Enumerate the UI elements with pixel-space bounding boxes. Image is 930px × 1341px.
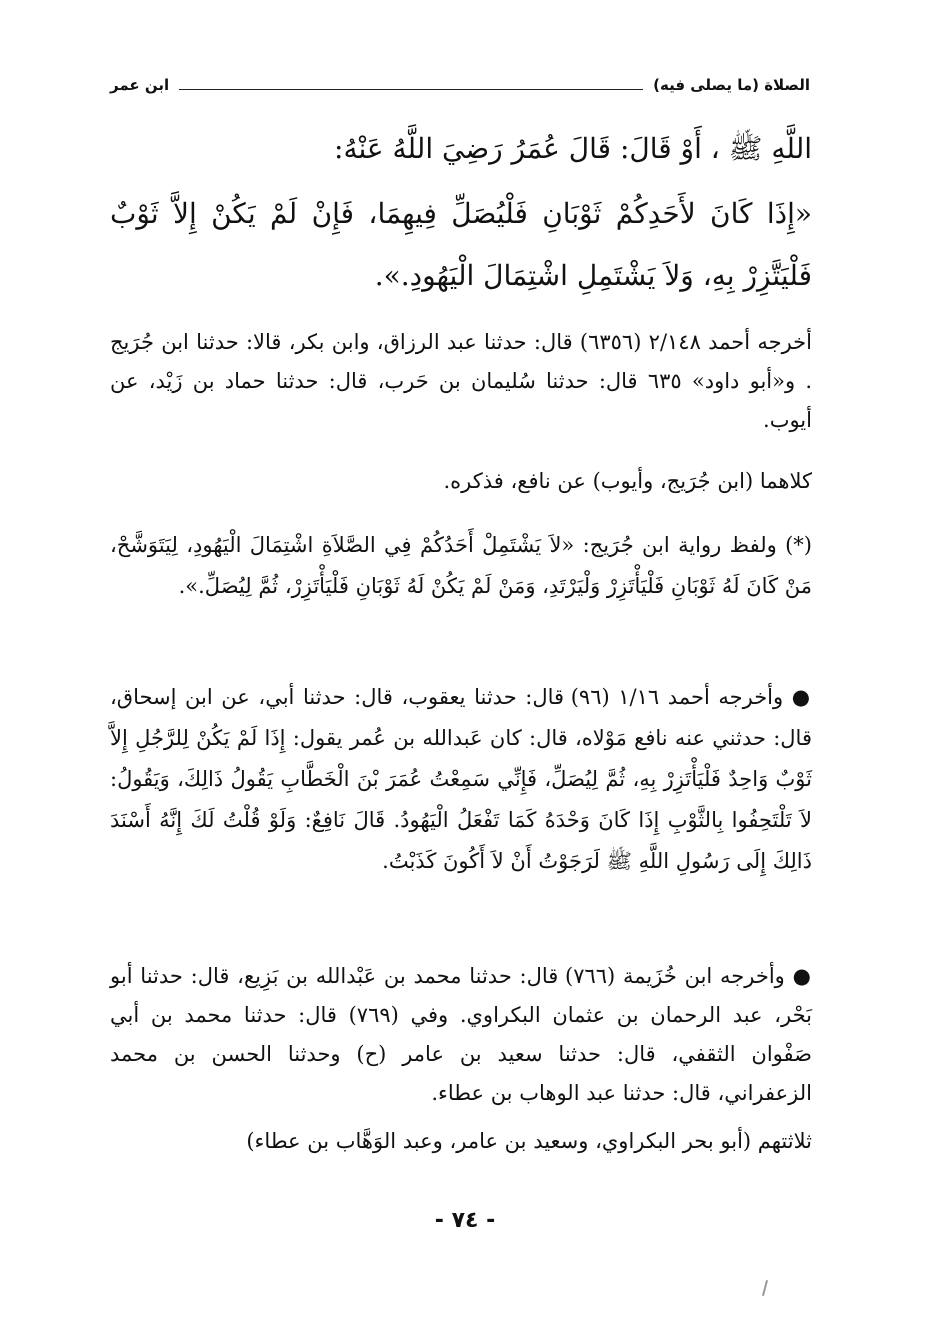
variant-wording-paragraph: (*) ولفظ رواية ابن جُرَيج: «لاَ يَشْتَمِلْ أَحَدُكُمْ فِي الصَّلاَةِ اشْتِمَالَ الْيَهُودِ، لِيَتَوَشَّحْ، مَنْ كَانَ لَهُ ثَوْبَانِ فَلْيَأْتَزِرْ وَلْيَرْتَدِ، وَمَنْ لَمْ يَكُنْ لَهُ ثَوْبَانِ فَلْيَأْتَزِرْ، ثُمَّ لِيُصَلِّ.». [110, 533, 812, 598]
page-number: - ٧٤ - [434, 1208, 496, 1233]
takhrij-paragraph-5: ثلاثتهم (أبو بحر البكراوي، وسعيد بن عامر، وعبد الوَهَّاب بن عطاء) [246, 1129, 812, 1153]
hadith-intro: اللَّهِ ﷺ ، أَوْ قَالَ: قَالَ عُمَرُ رَضِيَ اللَّهُ عَنْهُ: [334, 132, 812, 165]
takhrij-paragraph-3: ● وأخرجه أحمد ١/١٦ (٩٦) قال: حدثنا يعقوب، قال: حدثنا أبي، عن ابن إسحاق، قال: حدثني عنه نافع مَوْلاه، قال: كان عَبدالله بن عُمر يقول: إِذَا لَمْ يَكُنْ لِلرَّجُلِ إِلاَّ ثَوْبٌ وَاحِدٌ فَلْيَأْتَزِرْ بِهِ، ثُمَّ لِيُصَلِّ، فَإِنِّي سَمِعْتُ عُمَرَ بْنَ الْخَطَّابِ يَقُولُ ذَالِكَ، وَيَقُولُ: لاَ تَلْتَحِفُوا بِالثَّوْبِ إِذَا كَانَ وَحْدَهُ كَمَا تَفْعَلُ الْيَهُودُ. قَالَ نَافِعٌ: وَلَوْ قُلْتُ لَكَ إِنَّهُ أَسْنَدَ ذَالِكَ إِلَى رَسُولِ اللَّهِ ﷺ لَرَجَوْتُ أَنْ لاَ أَكُونَ كَذَبْتُ. [110, 685, 812, 873]
header-rule [179, 89, 643, 90]
chapter-title: الصلاة (ما يصلى فيه) [653, 76, 810, 94]
scan-mark [762, 1280, 768, 1296]
takhrij-paragraph-1: أخرجه أحمد ٢/١٤٨ (٦٣٥٦) قال: حدثنا عبد الرزاق، وابن بكر، قالا: حدثنا ابن جُرَيج . و«أبو داود» ٦٣٥ قال: حدثنا سُليمان بن حَرب، قال: حدثنا حماد بن زَيْد، عن أيوب. [110, 330, 813, 432]
takhrij-paragraph-4: ● وأخرجه ابن خُزَيمة (٧٦٦) قال: حدثنا محمد بن عَبْدالله بن بَزِيع، قال: حدثنا أبو بَحْر، عبد الرحمان بن عثمان البكراوي. وفي (٧٦٩) قال: حدثنا محمد بن أبي صَفْوان الثقفي، قال: حدثنا سعيد بن عامر (ح) وحدثنا الحسن بن محمد الزعفراني، قال: حدثنا عبد الوهاب بن عطاء. [110, 964, 812, 1105]
running-header [110, 68, 810, 102]
narrator-name: ابن عمر [110, 76, 170, 94]
hadith-text: «إِذَا كَانَ لأَحَدِكُمْ ثَوْبَانِ فَلْيُصَلِّ فِيهِمَا، فَإِنْ لَمْ يَكُنْ إِلاَّ ثَوْبٌ فَلْيَتَّزِرْ بِهِ، وَلاَ يَشْتَمِلِ اشْتِمَالَ الْيَهُودِ.». [110, 197, 812, 292]
takhrij-paragraph-2: كلاهما (ابن جُرَيج، وأيوب) عن نافع، فذكره. [443, 469, 812, 493]
